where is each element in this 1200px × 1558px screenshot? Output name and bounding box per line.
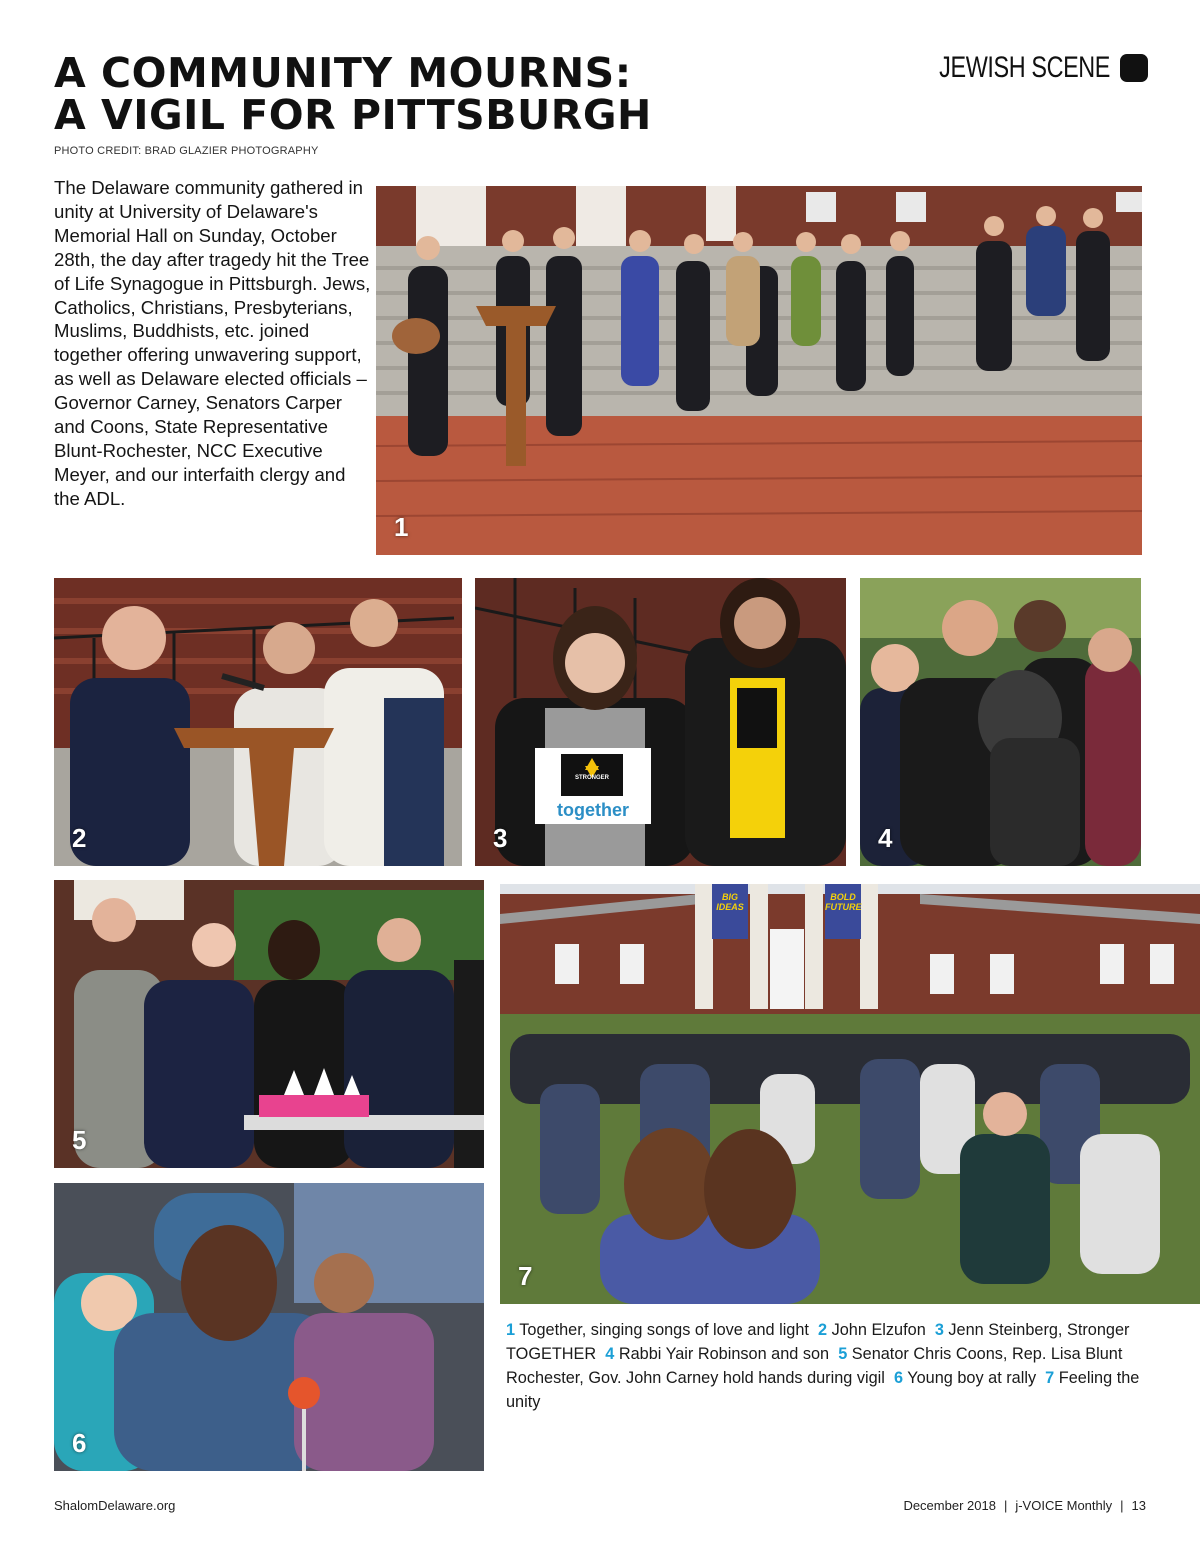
photo-6-number: 6 [72,1428,87,1458]
footer-publication-info [903,1498,1146,1513]
caption-text-2: John Elzufon [831,1321,926,1339]
page-title [54,49,652,139]
photo-7 [500,884,1200,1304]
photo-7-number: 7 [518,1261,533,1291]
caption-text-3: Jenn Steinberg, Stronger TOGETHER [506,1321,1130,1363]
intro-paragraph: The Delaware community gathered in unity at University of Delaware's Memorial Hall on Sunday, October 28th, the day after tragedy hit the Tree of Life Synagogue in Pittsburgh. Jews, Catholics, Christians, Presbyterians, Muslims, Buddhists, etc. joined together offering unwavering support, as well as Delaware elected officials – Governor Carney, Senators Carper and Coons, State Representative Blunt-Rochester, NCC Executive Meyer, and our interfaith clergy and the ADL. [54,177,371,509]
banner-bold-future: BOLD FUTURE [825,892,862,912]
section-marker-icon [1120,54,1148,82]
together-sign-text: together [557,800,629,820]
caption-number-2: 2 [818,1321,828,1339]
section-tag [891,52,1148,84]
photo-1-illustration [376,186,1142,555]
caption-text-5: Senator Chris Coons, Rep. Lisa Blunt Rochester, Gov. John Carney hold hands during vigil [506,1345,1123,1387]
caption-text-6: Young boy at rally [907,1369,1037,1387]
title-line-2: A VIGIL FOR PITTSBURGH [54,91,652,139]
caption-text-7: Feeling the unity [506,1369,1140,1411]
photo-credit: PHOTO CREDIT: BRAD GLAZIER PHOTOGRAPHY [54,145,319,157]
photo-4 [860,578,1141,866]
stronger-sign-small: STRONGER [574,775,609,781]
photo-2-illustration [54,578,462,866]
photo-5-illustration [54,880,484,1168]
photo-3-number: 3 [493,823,508,853]
photo-4-number: 4 [878,823,893,853]
photo-6 [54,1183,484,1471]
footer-publication: j-VOICE Monthly [1015,1498,1113,1513]
caption-number-7: 7 [1045,1369,1055,1387]
caption-text-4: Rabbi Yair Robinson and son [618,1345,830,1363]
section-label: JEWISH SCENE [939,51,1110,84]
photo-2-number: 2 [72,823,87,853]
footer-website: ShalomDelaware.org [54,1498,176,1513]
footer-separator: | [1120,1498,1124,1513]
banner-big-ideas: BIG IDEAS [716,892,744,912]
caption-number-6: 6 [893,1369,904,1387]
photo-5 [54,880,484,1168]
caption-number-3: 3 [934,1321,944,1339]
caption-text-1: Together, singing songs of love and light [519,1321,809,1339]
footer-page-number: 13 [1131,1498,1146,1513]
photo-caption [506,1318,1156,1414]
photo-6-illustration [54,1183,484,1471]
photo-4-illustration [860,578,1141,866]
caption-number-4: 4 [605,1345,615,1363]
photo-3 [475,578,846,866]
footer-separator: | [1003,1498,1008,1513]
photo-1-number: 1 [394,512,409,542]
photo-7-illustration [500,884,1200,1304]
caption-number-5: 5 [838,1345,848,1363]
photo-3-illustration [475,578,846,866]
photo-1 [376,186,1142,555]
caption-number-1: 1 [506,1321,516,1339]
title-line-1: A COMMUNITY MOURNS: [54,49,632,97]
photo-2 [54,578,462,866]
photo-5-number: 5 [72,1125,87,1155]
footer-date: December 2018 [903,1498,996,1513]
